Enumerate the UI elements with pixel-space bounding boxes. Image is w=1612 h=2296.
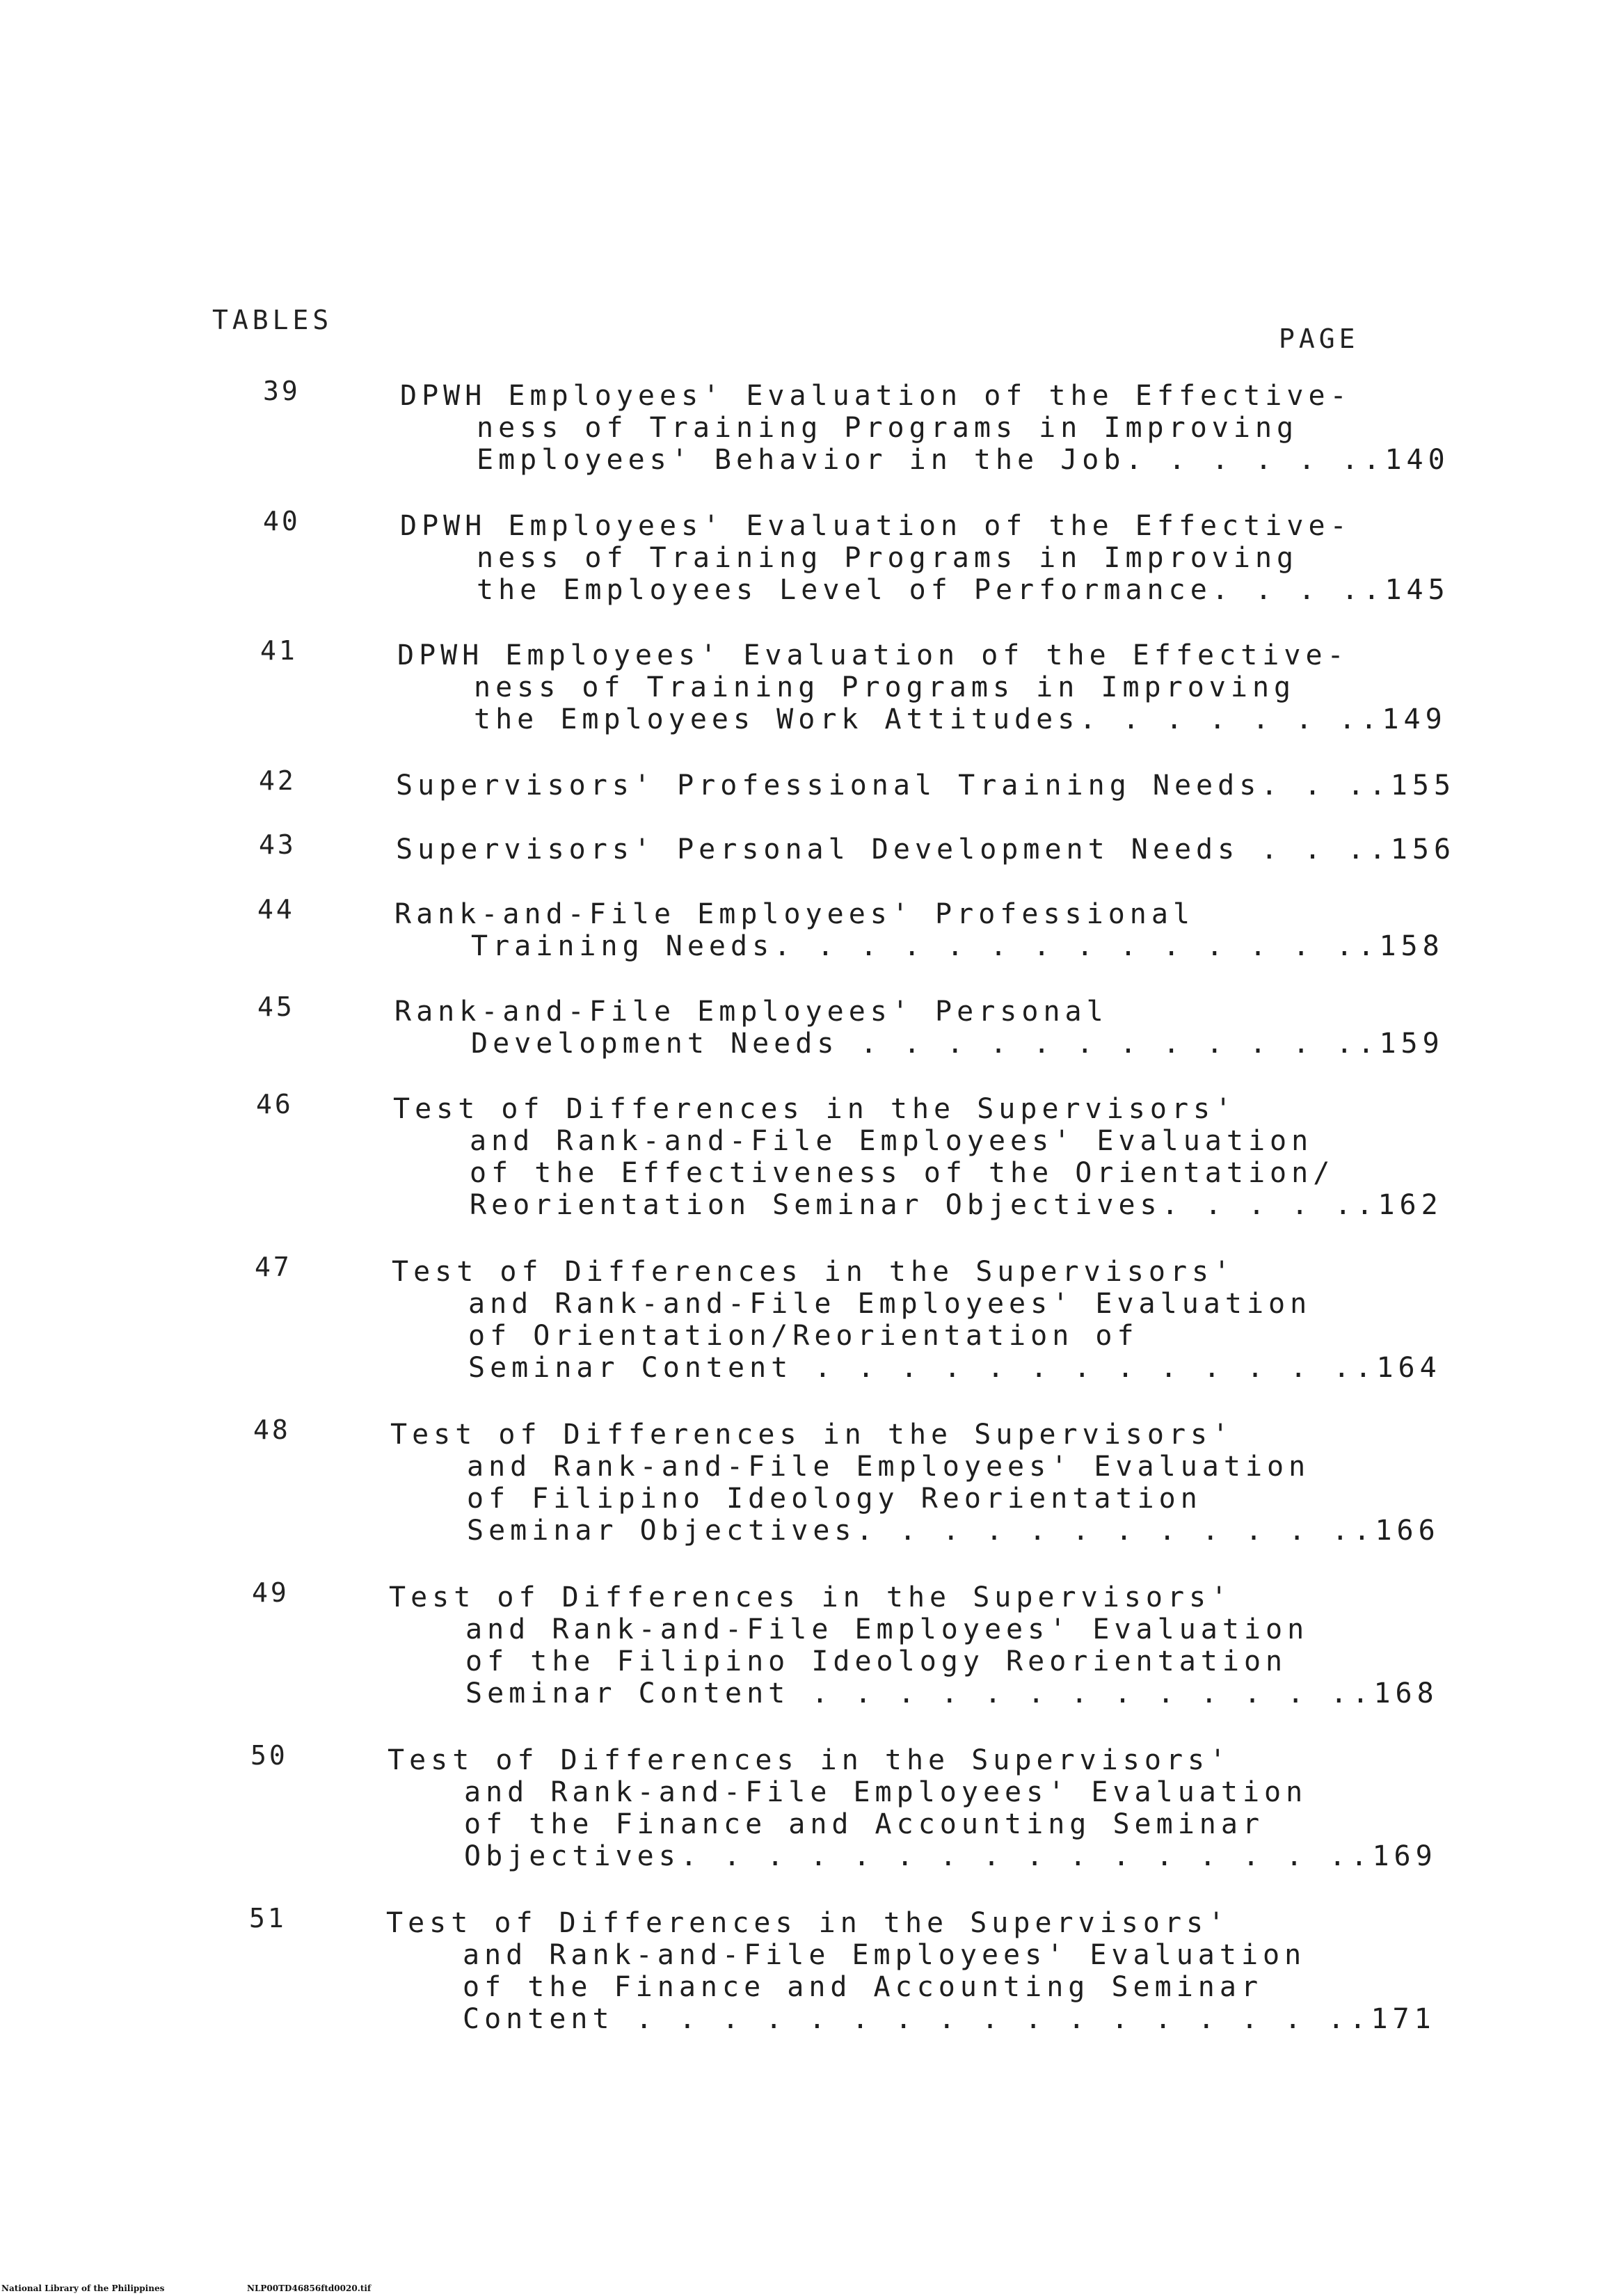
leader-dot: . xyxy=(1363,574,1385,606)
title-text: Test of Differences in the Supervisors' xyxy=(388,1744,1231,1776)
page-number: 145 xyxy=(1384,574,1450,606)
title-line xyxy=(392,1256,1338,1288)
title-line xyxy=(393,1157,1339,1189)
title-text: Supervisors' Professional Training Needs. . . xyxy=(396,770,1369,802)
title-text: Rank-and-File Employees' Professional xyxy=(394,898,1195,930)
title-text: of the Effectiveness of the Orientation/ xyxy=(470,1157,1335,1189)
title-text: the Employees Level of Performance. . . . xyxy=(477,574,1364,606)
title-text: Test of Differences in the Supervisors' xyxy=(389,1581,1233,1613)
title-text: ness of Training Programs in Improving xyxy=(474,671,1296,703)
leader-dot: . xyxy=(1368,770,1391,802)
title-line xyxy=(394,898,1341,930)
table-title xyxy=(396,770,1456,802)
table-title xyxy=(394,996,1444,1060)
title-line xyxy=(400,380,1352,412)
title-text: Seminar Content . . . . . . . . . . . . . xyxy=(468,1352,1355,1384)
page-number: 159 xyxy=(1379,1028,1444,1060)
title-line xyxy=(389,1677,1439,1709)
title-line xyxy=(393,1093,1339,1125)
title-text: Test of Differences in the Supervisors' xyxy=(393,1093,1237,1125)
title-text: Training Needs. . . . . . . . . . . . . . xyxy=(471,930,1358,962)
title-line xyxy=(397,703,1447,735)
title-line xyxy=(394,1028,1444,1060)
title-text: of the Finance and Accounting Seminar xyxy=(463,1971,1263,2003)
title-line xyxy=(390,1483,1336,1515)
title-text: of the Filipino Ideology Reorientation xyxy=(465,1645,1288,1677)
title-line xyxy=(393,1125,1339,1157)
title-text: ness of Training Programs in Improving xyxy=(477,542,1299,574)
title-text: Development Needs . . . . . . . . . . . . xyxy=(471,1028,1358,1060)
title-line xyxy=(397,639,1349,671)
title-text: Supervisors' Personal Development Needs . . . xyxy=(396,834,1369,866)
title-line xyxy=(388,1808,1334,1840)
title-line xyxy=(396,834,1456,866)
table-number: 43 xyxy=(259,829,296,860)
table-number: 48 xyxy=(253,1414,291,1445)
title-text: DPWH Employees' Evaluation of the Effective- xyxy=(400,380,1352,412)
table-number: 47 xyxy=(255,1252,292,1282)
page-number: 164 xyxy=(1376,1352,1442,1384)
table-title xyxy=(389,1581,1439,1709)
page-number: 169 xyxy=(1372,1840,1437,1872)
title-text: and Rank-and-File Employees' Evaluation xyxy=(467,1451,1311,1483)
leader-dot: . xyxy=(1368,834,1391,866)
tables-heading: TABLES xyxy=(212,305,333,335)
title-line xyxy=(394,930,1444,962)
leader-dot: . xyxy=(1353,1515,1375,1547)
leader-dot: . xyxy=(1352,1677,1374,1709)
title-line xyxy=(388,1744,1334,1776)
page-number: 166 xyxy=(1375,1515,1440,1547)
title-line xyxy=(400,574,1450,606)
title-line xyxy=(396,770,1456,802)
title-text: Seminar Content . . . . . . . . . . . . . xyxy=(465,1677,1352,1709)
table-title xyxy=(388,1744,1437,1872)
title-text: and Rank-and-File Employees' Evaluation xyxy=(468,1288,1312,1320)
leader-dot: . xyxy=(1355,1352,1377,1384)
title-line xyxy=(386,1907,1332,1939)
title-text: DPWH Employees' Evaluation of the Effective- xyxy=(397,639,1349,671)
title-line xyxy=(386,1971,1332,2003)
title-text: Content . . . . . . . . . . . . . . . . . xyxy=(463,2003,1350,2035)
table-title xyxy=(386,1907,1436,2035)
title-line xyxy=(400,510,1352,542)
table-title xyxy=(393,1093,1443,1221)
table-title xyxy=(392,1256,1442,1384)
title-line xyxy=(400,542,1346,574)
title-text: and Rank-and-File Employees' Evaluation xyxy=(465,1613,1309,1645)
title-text: Test of Differences in the Supervisors' xyxy=(392,1256,1236,1288)
table-title xyxy=(397,639,1447,735)
title-text: of Orientation/Reorientation of xyxy=(468,1320,1139,1352)
table-number: 39 xyxy=(263,376,301,406)
table-title xyxy=(400,510,1450,606)
title-line xyxy=(388,1776,1334,1808)
table-number: 40 xyxy=(263,506,301,536)
table-number: 45 xyxy=(257,991,295,1022)
title-line xyxy=(389,1645,1335,1677)
library-credit: National Library of the Philippines xyxy=(1,2283,165,2293)
table-number: 49 xyxy=(252,1577,289,1608)
title-text: Test of Differences in the Supervisors' xyxy=(386,1907,1230,1939)
title-text: and Rank-and-File Employees' Evaluation xyxy=(463,1939,1307,1971)
leader-dot: . xyxy=(1356,1189,1378,1221)
title-text: Reorientation Seminar Objectives. . . . . xyxy=(470,1189,1357,1221)
page-number: 155 xyxy=(1390,770,1456,802)
title-line xyxy=(400,444,1450,476)
title-text: Objectives. . . . . . . . . . . . . . . . xyxy=(464,1840,1351,1872)
title-text: of Filipino Ideology Reorientation xyxy=(467,1483,1202,1515)
leader-dot: . xyxy=(1360,703,1382,735)
scan-filename: NLP00TD46856ftd0020.tif xyxy=(247,2283,372,2293)
title-line xyxy=(390,1515,1440,1547)
leader-dot: . xyxy=(1357,930,1380,962)
title-text: and Rank-and-File Employees' Evaluation xyxy=(470,1125,1314,1157)
page-number: 140 xyxy=(1384,444,1450,476)
table-number: 41 xyxy=(260,635,298,666)
title-text: Test of Differences in the Supervisors' xyxy=(390,1419,1234,1451)
leader-dot: . xyxy=(1350,1840,1373,1872)
title-text: Employees' Behavior in the Job. . . . . . xyxy=(477,444,1364,476)
title-line xyxy=(400,412,1346,444)
title-line xyxy=(394,996,1341,1028)
page-number: 158 xyxy=(1379,930,1444,962)
title-line xyxy=(397,671,1343,703)
table-number: 50 xyxy=(250,1740,288,1771)
table-number: 46 xyxy=(256,1089,294,1119)
title-line xyxy=(386,2003,1436,2035)
table-title xyxy=(390,1419,1440,1547)
table-title xyxy=(400,380,1450,476)
title-text: Rank-and-File Employees' Personal xyxy=(394,996,1108,1028)
title-text: DPWH Employees' Evaluation of the Effective- xyxy=(400,510,1352,542)
title-line xyxy=(390,1451,1336,1483)
title-line xyxy=(392,1288,1338,1320)
title-line xyxy=(392,1320,1338,1352)
title-text: and Rank-and-File Employees' Evaluation xyxy=(464,1776,1308,1808)
title-text: the Employees Work Attitudes. . . . . . . xyxy=(474,703,1361,735)
title-line xyxy=(393,1189,1443,1221)
title-text: Seminar Objectives. . . . . . . . . . . . xyxy=(467,1515,1354,1547)
leader-dot: . xyxy=(1357,1028,1380,1060)
table-title xyxy=(394,898,1444,962)
table-title xyxy=(396,834,1456,866)
title-line xyxy=(389,1613,1335,1645)
title-line xyxy=(386,1939,1332,1971)
leader-dot: . xyxy=(1349,2003,1371,2035)
title-line xyxy=(392,1352,1442,1384)
page-number: 149 xyxy=(1382,703,1447,735)
title-text: ness of Training Programs in Improving xyxy=(477,412,1299,444)
title-text: of the Finance and Accounting Seminar xyxy=(464,1808,1265,1840)
table-number: 44 xyxy=(257,894,295,925)
page-number: 171 xyxy=(1371,2003,1436,2035)
title-line xyxy=(389,1581,1335,1613)
title-line xyxy=(390,1419,1336,1451)
page-column-heading: PAGE xyxy=(1279,324,1359,354)
table-number: 42 xyxy=(259,765,296,796)
leader-dot: . xyxy=(1363,444,1385,476)
page-number: 162 xyxy=(1378,1189,1443,1221)
title-line xyxy=(388,1840,1437,1872)
page-number: 156 xyxy=(1390,834,1456,866)
table-number: 51 xyxy=(249,1903,287,1934)
page-number: 168 xyxy=(1373,1677,1439,1709)
